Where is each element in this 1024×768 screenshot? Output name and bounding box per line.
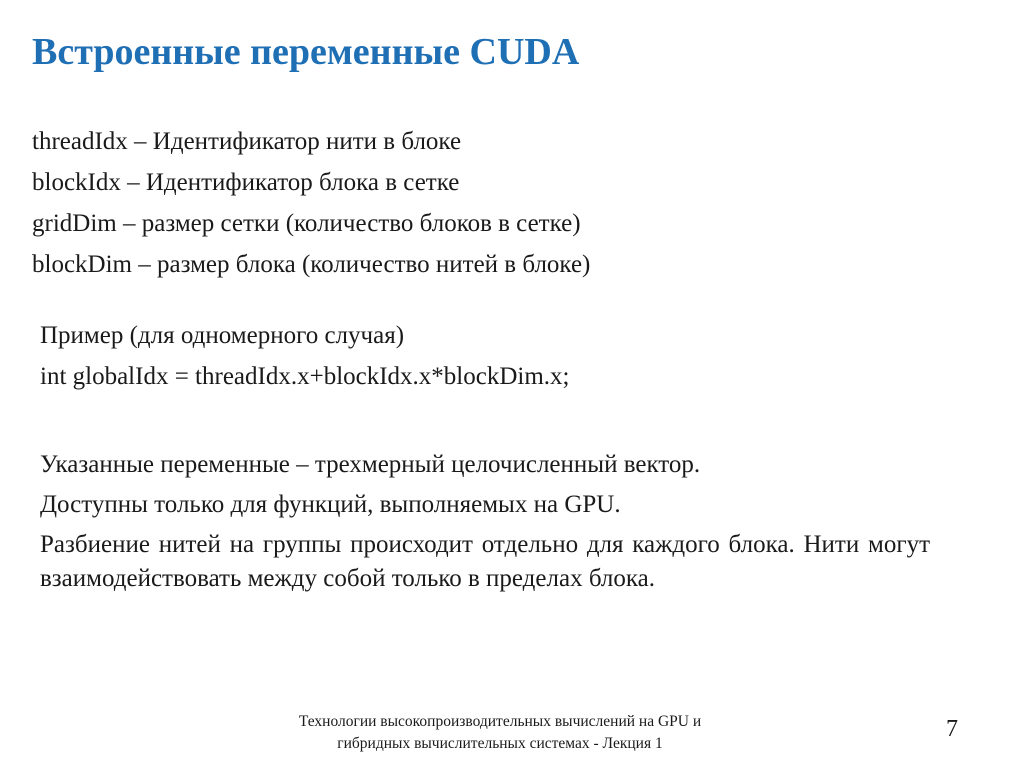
footer-line-2: гибридных вычислительных системах - Лекция 1 [337, 735, 663, 752]
note-vector: Указанные переменные – трехмерный целочисленный вектор. [40, 451, 701, 478]
example-heading: Пример (для одномерного случая) [40, 322, 405, 349]
definition-blockidx: blockIdx – Идентификатор блока в сетке [32, 169, 460, 196]
definitions-list [32, 121, 932, 285]
footer [200, 711, 800, 755]
page-number: 7 [946, 716, 958, 742]
note-gpu-only: Доступны только для функций, выполняемых на GPU. [40, 491, 621, 518]
example-code: int globalIdx = threadIdx.x+blockIdx.x*blockDim.x; [40, 363, 570, 390]
example-block [40, 315, 940, 397]
slide-title: Встроенные переменные CUDA [32, 31, 580, 73]
footer-line-1: Технологии высокопроизводительных вычислений на GPU и [298, 713, 702, 730]
definition-blockdim: blockDim – размер блока (количество нитей в блоке) [32, 251, 591, 278]
definition-griddim: gridDim – размер сетки (количество блоков в сетке) [32, 210, 581, 237]
note-thread-grouping: Разбиение нитей на группы происходит отдельно для каждого блока. Нити могут взаимодействовать между собой только в пределах блока. [40, 531, 930, 592]
notes-block [40, 448, 930, 602]
definition-threadidx: threadIdx – Идентификатор нити в блоке [32, 128, 462, 155]
